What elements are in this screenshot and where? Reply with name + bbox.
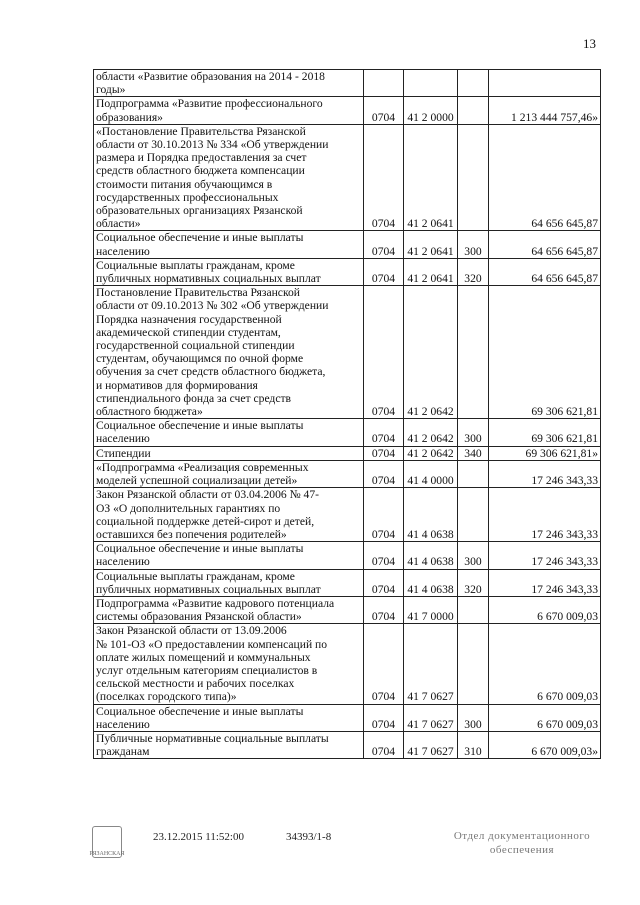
cell-section: 0704 — [364, 704, 404, 731]
cell-section: 0704 — [364, 419, 404, 446]
cell-type: 310 — [458, 731, 489, 758]
cell-name: Социальное обеспечение и иные выплаты населению — [94, 231, 364, 258]
table-row — [94, 124, 601, 231]
cell-type — [458, 460, 489, 487]
footer-datetime: 23.12.2015 11:52:00 — [153, 831, 244, 843]
table-row — [94, 419, 601, 446]
cell-target: 41 4 0638 — [404, 542, 458, 569]
table-row — [94, 70, 601, 97]
cell-section: 0704 — [364, 231, 404, 258]
cell-amount: 17 246 343,33 — [489, 488, 601, 542]
cell-target: 41 4 0638 — [404, 488, 458, 542]
table-row — [94, 446, 601, 460]
cell-type — [458, 596, 489, 623]
stamp-line-1: Отдел документационного — [453, 830, 591, 842]
cell-section: 0704 — [364, 596, 404, 623]
cell-name: Закон Рязанской области от 03.04.2006 № 47- ОЗ «О дополнительных гарантиях по социальной поддержке детей-сирот и детей, оставшихся без попечения родителей» — [94, 488, 364, 542]
cell-name: Подпрограмма «Развитие профессионального образования» — [94, 97, 364, 124]
cell-section: 0704 — [364, 460, 404, 487]
cell-amount: 69 306 621,81» — [489, 446, 601, 460]
cell-amount: 69 306 621,81 — [489, 419, 601, 446]
cell-name: Постановление Правительства Рязанской области от 09.10.2013 № 302 «Об утверждении Порядка назначения государственной академической стипендии студентам, государственной социальной стипендии студентам, обучающимся по очной форме обучения за счет средств областного бюджета, и нормативов для формирования стипендиального фонда за счет средств областного бюджета» — [94, 286, 364, 419]
cell-amount — [489, 70, 601, 97]
cell-section: 0704 — [364, 542, 404, 569]
cell-section: 0704 — [364, 258, 404, 285]
cell-target: 41 2 0641 — [404, 124, 458, 231]
cell-name: Закон Рязанской области от 13.09.2006 № 101-ОЗ «О предоставлении компенсаций по оплате жилых помещений и коммунальных услуг отдельным категориям специалистов в сельской местности и рабочих поселках (поселках городского типа)» — [94, 624, 364, 704]
cell-section: 0704 — [364, 97, 404, 124]
table-row — [94, 231, 601, 258]
cell-type — [458, 624, 489, 704]
cell-amount: 6 670 009,03» — [489, 731, 601, 758]
cell-name: Публичные нормативные социальные выплаты гражданам — [94, 731, 364, 758]
cell-target: 41 2 0642 — [404, 286, 458, 419]
cell-section: 0704 — [364, 124, 404, 231]
cell-section: 0704 — [364, 731, 404, 758]
table-row — [94, 596, 601, 623]
table-row — [94, 624, 601, 704]
footer-doc-id: 34393/1-8 — [286, 831, 332, 843]
cell-type — [458, 97, 489, 124]
cell-amount: 17 246 343,33 — [489, 569, 601, 596]
cell-type: 300 — [458, 704, 489, 731]
cell-name: Социальные выплаты гражданам, кроме публичных нормативных социальных выплат — [94, 569, 364, 596]
cell-section: 0704 — [364, 286, 404, 419]
cell-name: Социальное обеспечение и иные выплаты населению — [94, 419, 364, 446]
department-stamp — [452, 829, 592, 857]
cell-type — [458, 488, 489, 542]
seal-text: РЯЗАНСКАЯ — [89, 851, 125, 857]
cell-type — [458, 286, 489, 419]
cell-section: 0704 — [364, 446, 404, 460]
cell-name: «Постановление Правительства Рязанской области от 30.10.2013 № 334 «Об утверждении размера и Порядка предоставления за счет средств областного бюджета компенсации стоимости питания обучающимся в государственных профессиональных образовательных организациях Рязанской области» — [94, 124, 364, 231]
cell-type: 300 — [458, 419, 489, 446]
cell-amount: 69 306 621,81 — [489, 286, 601, 419]
table-row — [94, 542, 601, 569]
cell-target: 41 7 0627 — [404, 704, 458, 731]
table-row — [94, 286, 601, 419]
cell-amount: 17 246 343,33 — [489, 460, 601, 487]
cell-target: 41 4 0638 — [404, 569, 458, 596]
table-row — [94, 704, 601, 731]
cell-type: 300 — [458, 542, 489, 569]
table-row — [94, 731, 601, 758]
cell-type: 320 — [458, 258, 489, 285]
cell-target: 41 7 0627 — [404, 731, 458, 758]
coat-of-arms-seal — [89, 826, 125, 858]
cell-amount: 6 670 009,03 — [489, 596, 601, 623]
cell-section: 0704 — [364, 488, 404, 542]
cell-target — [404, 70, 458, 97]
cell-name: «Подпрограмма «Реализация современных моделей успешной социализации детей» — [94, 460, 364, 487]
cell-type: 320 — [458, 569, 489, 596]
cell-target: 41 2 0642 — [404, 446, 458, 460]
cell-type: 300 — [458, 231, 489, 258]
cell-amount: 1 213 444 757,46» — [489, 97, 601, 124]
page-number: 13 — [583, 36, 596, 51]
table-row — [94, 460, 601, 487]
cell-amount: 17 246 343,33 — [489, 542, 601, 569]
cell-target: 41 2 0642 — [404, 419, 458, 446]
cell-target: 41 2 0000 — [404, 97, 458, 124]
cell-name: Социальное обеспечение и иные выплаты населению — [94, 542, 364, 569]
cell-section — [364, 70, 404, 97]
cell-target: 41 2 0641 — [404, 231, 458, 258]
cell-target: 41 2 0641 — [404, 258, 458, 285]
cell-target: 41 7 0000 — [404, 596, 458, 623]
table-row — [94, 569, 601, 596]
cell-type — [458, 124, 489, 231]
cell-amount: 6 670 009,03 — [489, 704, 601, 731]
cell-amount: 64 656 645,87 — [489, 258, 601, 285]
table-row — [94, 97, 601, 124]
cell-name: Стипендии — [94, 446, 364, 460]
stamp-line-2: обеспечения — [489, 844, 555, 856]
cell-amount: 6 670 009,03 — [489, 624, 601, 704]
table-row — [94, 258, 601, 285]
cell-target: 41 4 0000 — [404, 460, 458, 487]
cell-section: 0704 — [364, 624, 404, 704]
cell-name: Социальные выплаты гражданам, кроме публичных нормативных социальных выплат — [94, 258, 364, 285]
cell-section: 0704 — [364, 569, 404, 596]
cell-name: области «Развитие образования на 2014 - 2018 годы» — [94, 70, 364, 97]
cell-amount: 64 656 645,87 — [489, 124, 601, 231]
table-row — [94, 488, 601, 542]
budget-table — [93, 69, 601, 759]
cell-type: 340 — [458, 446, 489, 460]
cell-amount: 64 656 645,87 — [489, 231, 601, 258]
cell-name: Социальное обеспечение и иные выплаты населению — [94, 704, 364, 731]
cell-type — [458, 70, 489, 97]
cell-name: Подпрограмма «Развитие кадрового потенциала системы образования Рязанской области» — [94, 596, 364, 623]
cell-target: 41 7 0627 — [404, 624, 458, 704]
